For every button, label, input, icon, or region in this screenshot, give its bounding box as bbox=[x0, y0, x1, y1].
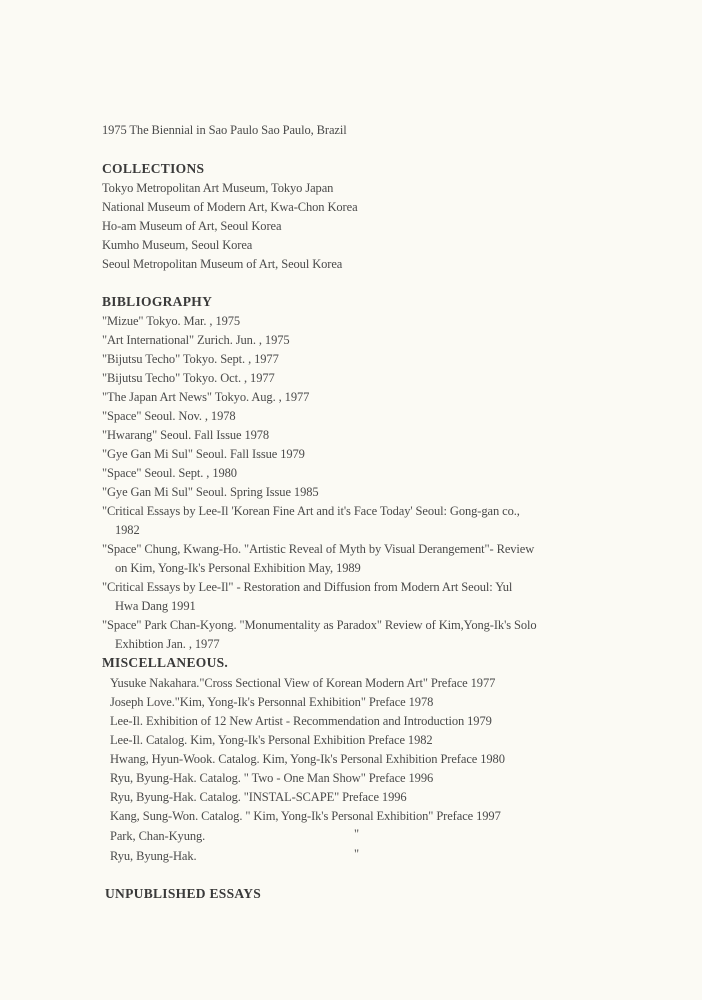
bibliography-item: "Gye Gan Mi Sul" Seoul. Fall Issue 1979 bbox=[102, 447, 305, 461]
bibliography-item: "Bijutsu Techo" Tokyo. Sept. , 1977 bbox=[102, 352, 279, 366]
miscellaneous-item: Ryu, Byung-Hak. Catalog. "INSTAL-SCAPE" Preface 1996 bbox=[110, 790, 407, 804]
ditto-mark: " bbox=[354, 827, 360, 841]
bibliography-item: "Space" Seoul. Nov. , 1978 bbox=[102, 409, 236, 423]
miscellaneous-item: Lee-Il. Catalog. Kim, Yong-Ik's Personal Exhibition Preface 1982 bbox=[110, 733, 433, 747]
miscellaneous-item: Joseph Love."Kim, Yong-Ik's Personnal Exhibition" Preface 1978 bbox=[110, 695, 434, 709]
miscellaneous-item: Kang, Sung-Won. Catalog. " Kim, Yong-Ik's Personal Exhibition" Preface 1997 bbox=[110, 809, 501, 823]
miscellaneous-item: Lee-Il. Exhibition of 12 New Artist - Recommendation and Introduction 1979 bbox=[110, 714, 492, 728]
exhibition-line: 1975 The Biennial in Sao Paulo Sao Paulo, Brazil bbox=[102, 123, 347, 137]
bibliography-item-continued: 1982 bbox=[115, 523, 140, 537]
collection-item: National Museum of Modern Art, Kwa-Chon Korea bbox=[102, 200, 358, 214]
collection-item: Ho-am Museum of Art, Seoul Korea bbox=[102, 219, 282, 233]
miscellaneous-item: Hwang, Hyun-Wook. Catalog. Kim, Yong-Ik's Personal Exhibition Preface 1980 bbox=[110, 752, 505, 766]
unpublished-essays-heading: UNPUBLISHED ESSAYS bbox=[105, 886, 262, 901]
collection-item: Kumho Museum, Seoul Korea bbox=[102, 238, 253, 252]
miscellaneous-item: Ryu, Byung-Hak. Catalog. " Two - One Man Show" Preface 1996 bbox=[110, 771, 434, 785]
bibliography-heading: BIBLIOGRAPHY bbox=[102, 294, 213, 309]
miscellaneous-item: Ryu, Byung-Hak. bbox=[110, 849, 197, 863]
miscellaneous-heading: MISCELLANEOUS. bbox=[102, 655, 229, 670]
miscellaneous-item: Yusuke Nakahara."Cross Sectional View of Korean Modern Art" Preface 1977 bbox=[110, 676, 496, 690]
bibliography-item: "Mizue" Tokyo. Mar. , 1975 bbox=[102, 314, 241, 328]
bibliography-item: "Space" Seoul. Sept. , 1980 bbox=[102, 466, 237, 480]
miscellaneous-item: Park, Chan-Kyung. bbox=[110, 829, 206, 843]
bibliography-item: "Gye Gan Mi Sul" Seoul. Spring Issue 1985 bbox=[102, 485, 319, 499]
ditto-mark: " bbox=[354, 847, 360, 861]
bibliography-item: "Space" Park Chan-Kyong. "Monumentality as Paradox" Review of Kim,Yong-Ik's Solo bbox=[102, 618, 537, 632]
collection-item: Tokyo Metropolitan Art Museum, Tokyo Japan bbox=[102, 181, 334, 195]
bibliography-item-continued: Exhibtion Jan. , 1977 bbox=[115, 637, 220, 651]
collections-heading: COLLECTIONS bbox=[102, 161, 205, 176]
bibliography-item: "The Japan Art News" Tokyo. Aug. , 1977 bbox=[102, 390, 310, 404]
collection-item: Seoul Metropolitan Museum of Art, Seoul Korea bbox=[102, 257, 343, 271]
bibliography-item: "Critical Essays by Lee-Il" - Restoration and Diffusion from Modern Art Seoul: Yul bbox=[102, 580, 513, 594]
bibliography-item-continued: Hwa Dang 1991 bbox=[115, 599, 196, 613]
bibliography-item: "Bijutsu Techo" Tokyo. Oct. , 1977 bbox=[102, 371, 275, 385]
bibliography-item: "Space" Chung, Kwang-Ho. "Artistic Reveal of Myth by Visual Derangement"- Review bbox=[102, 542, 535, 556]
bibliography-item: "Art International" Zurich. Jun. , 1975 bbox=[102, 333, 290, 347]
bibliography-item-continued: on Kim, Yong-Ik's Personal Exhibition May, 1989 bbox=[115, 561, 361, 575]
bibliography-item: "Critical Essays by Lee-Il 'Korean Fine Art and it's Face Today' Seoul: Gong-gan co., bbox=[102, 504, 520, 518]
bibliography-item: "Hwarang" Seoul. Fall Issue 1978 bbox=[102, 428, 270, 442]
